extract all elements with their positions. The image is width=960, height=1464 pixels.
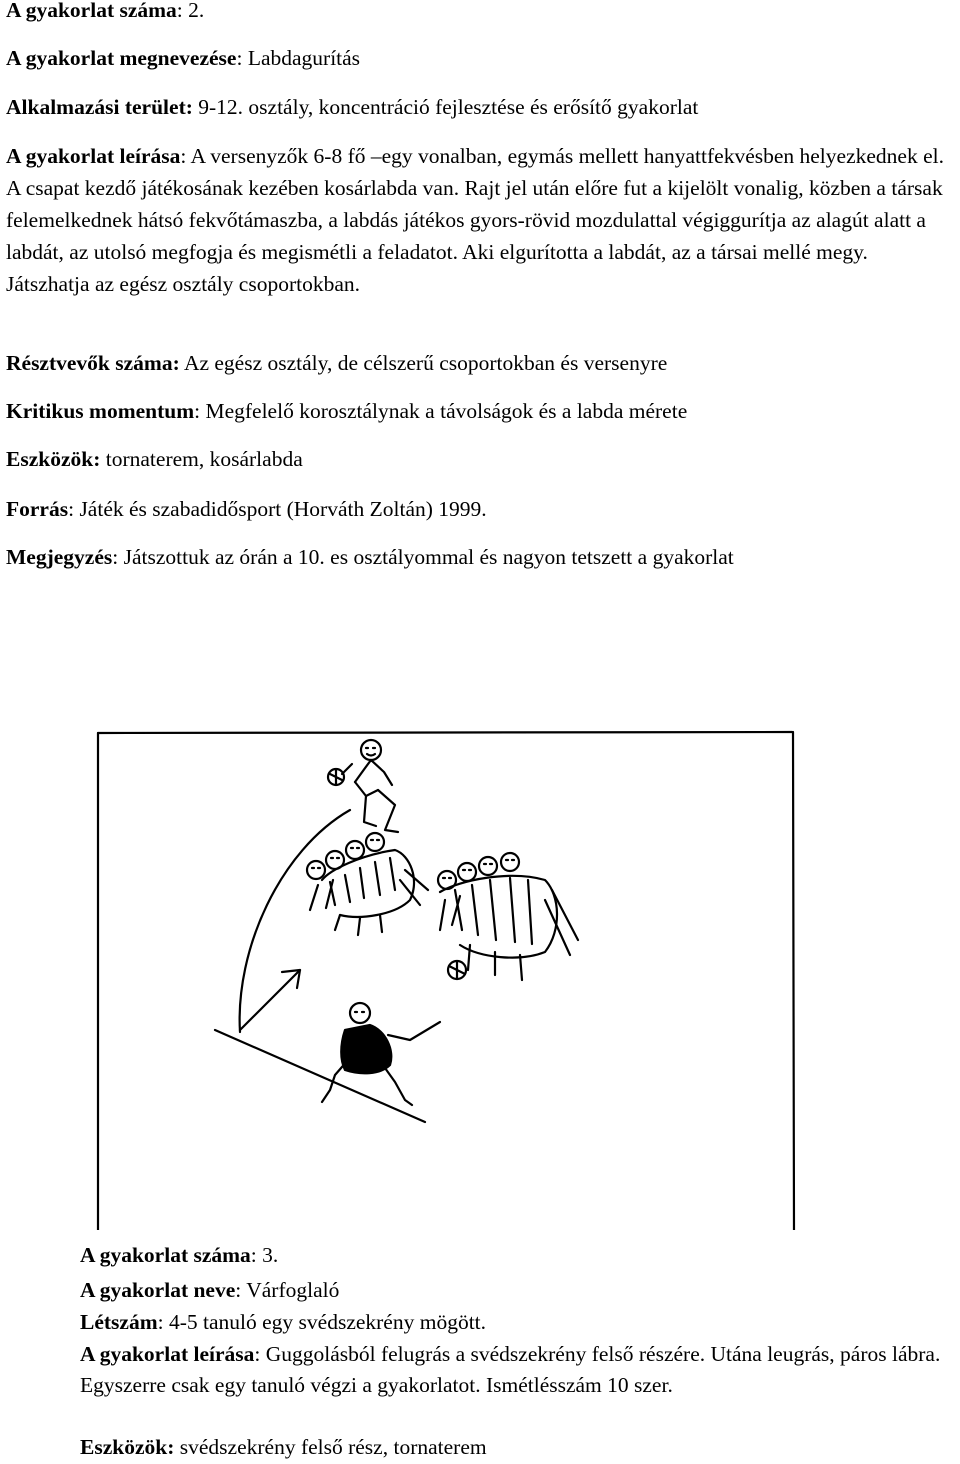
left-player-bridge <box>307 833 428 935</box>
ex2-number: A gyakorlat száma: 2. <box>6 0 205 22</box>
bottom-player <box>322 1003 440 1105</box>
frame-top <box>98 732 792 733</box>
ex3-tools: Eszközök: svédszekrény felső rész, tornaterem <box>80 1435 487 1459</box>
ex2-critical: Kritikus momentum: Megfelelő korosztálynak a távolságok és a labda mérete <box>6 399 688 423</box>
basketball <box>448 961 466 979</box>
ex2-name: A gyakorlat megnevezése: Labdagurítás <box>6 46 361 70</box>
ex3-number: A gyakorlat száma: 3. <box>80 1243 279 1267</box>
ex2-description: A gyakorlat leírása: A versenyzők 6-8 fő –egy vonalban, egymás mellett hanyattfekvésben helyezkednek el. A csapat kezdő játékosának kezében kosárlabda van. Rajt jel után előre fut a kijelölt vonalig, közben a társak felemelkednek hátsó fekvőtámaszba, a labdás játékos gyors-rövid mozdulattal végiggurítja az alagút alatt a labdát, az utolsó megfogja és megismétli a feladatot. Aki elgurította a labdát, az a társai mellé megy. Játszhatja az egész osztály csoportokban. <box>6 144 944 296</box>
arrow-line <box>240 970 300 1030</box>
frame-right <box>793 732 794 1230</box>
ex2-tools: Eszközök: tornaterem, kosárlabda <box>6 447 303 471</box>
ex2-source: Forrás: Játék és szabadidősport (Horváth Zoltán) 1999. <box>6 497 487 521</box>
ex3-headcount: Létszám: 4-5 tanuló egy svédszekrény mögött. <box>80 1310 487 1334</box>
ex2-area: Alkalmazási terület: 9-12. osztály, koncentráció fejlesztése és erősítő gyakorlat <box>6 95 699 119</box>
ground-line <box>215 1030 425 1122</box>
ex2-participants: Résztvevők száma: Az egész osztály, de célszerű csoportokban és versenyre <box>6 351 668 375</box>
ex3-name: A gyakorlat neve: Várfoglaló <box>80 1278 340 1302</box>
ex2-note: Megjegyzés: Játszottuk az órán a 10. es osztályommal és nagyon tetszett a gyakorlat <box>6 545 734 569</box>
exercise-illustration <box>0 730 960 1230</box>
ex3-description: A gyakorlat leírása: Guggolásból felugrás a svédszekrény felső részére. Utána leugrás, páros lábra. Egyszerre csak egy tanuló végzi a gyakorlatot. Ismétlésszám 10 szer. <box>80 1342 941 1397</box>
run-arc <box>240 810 350 1032</box>
